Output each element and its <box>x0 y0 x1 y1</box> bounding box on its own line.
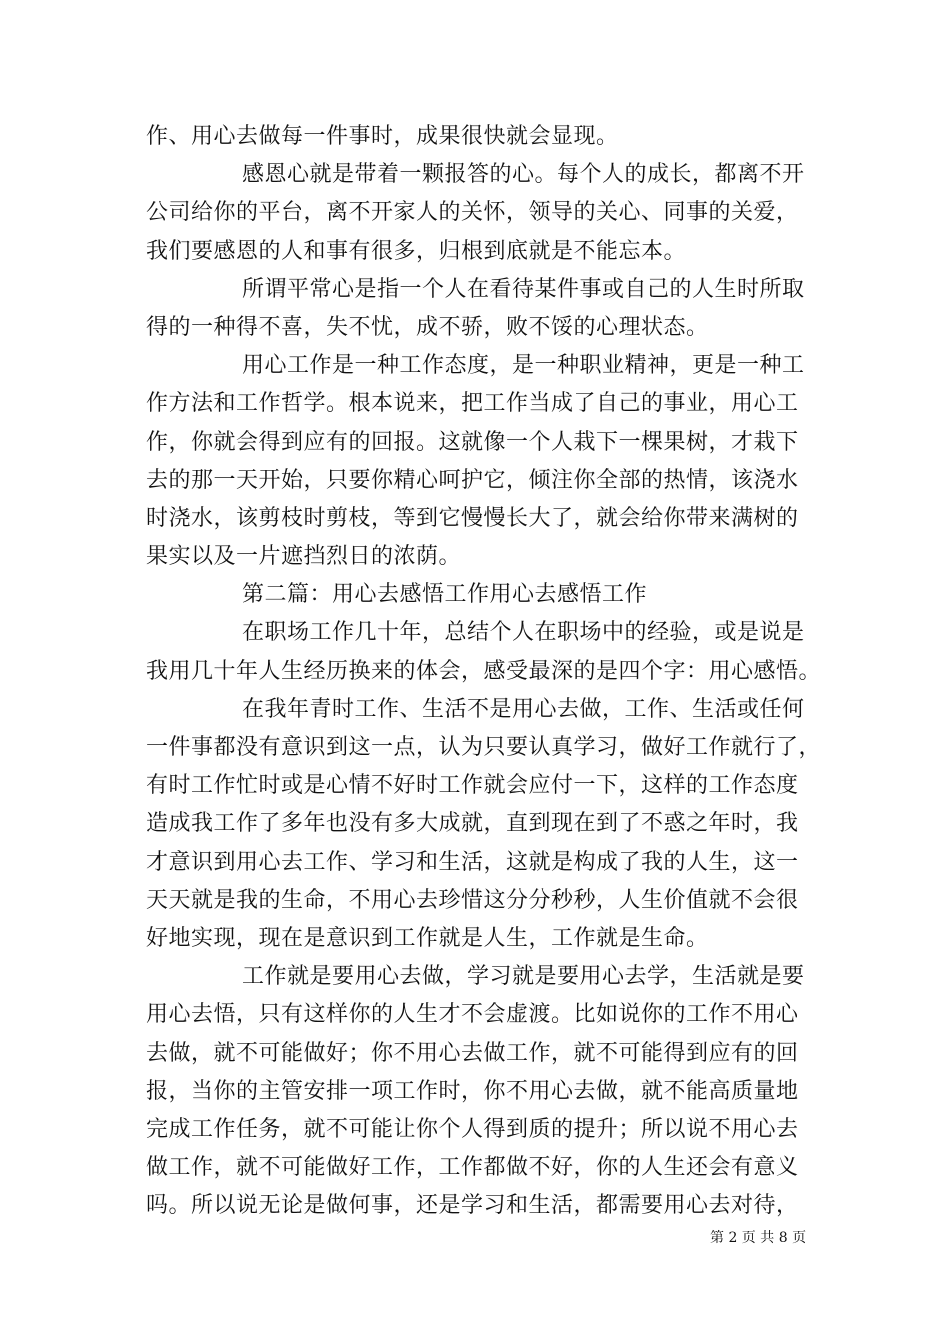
text-line: 得的一种得不喜，失不忧，成不骄，败不馁的心理状态。 <box>146 314 709 340</box>
text-line: 第二篇：用心去感悟工作用心去感悟工作 <box>242 582 648 608</box>
text-line: 天天就是我的生命，不用心去珍惜这分分秒秒，人生价值就不会很 <box>146 887 799 913</box>
text-line: 作，你就会得到应有的回报。这就像一个人栽下一棵果树，才栽下 <box>146 429 799 455</box>
text-line: 造成我工作了多年也没有多大成就，直到现在到了不惑之年时，我 <box>146 811 799 837</box>
page-number-footer: 第 2 页 共 8 页 <box>710 1230 807 1246</box>
text-line: 在职场工作几十年，总结个人在职场中的经验，或是说是 <box>242 620 805 646</box>
text-line: 工作就是要用心去做，学习就是要用心去学，生活就是要 <box>242 964 805 990</box>
text-line: 好地实现，现在是意识到工作就是人生，工作就是生命。 <box>146 925 709 951</box>
text-line: 完成工作任务，就不可能让你个人得到质的提升；所以说不用心去 <box>146 1116 799 1142</box>
text-line: 我们要感恩的人和事有很多，归根到底就是不能忘本。 <box>146 238 687 264</box>
text-line: 感恩心就是带着一颗报答的心。每个人的成长，都离不开 <box>242 162 805 188</box>
text-line: 作、用心去做每一件事时，成果很快就会显现。 <box>146 124 619 149</box>
text-line: 作方法和工作哲学。根本说来，把工作当成了自己的事业，用心工 <box>146 391 799 417</box>
text-line: 用心工作是一种工作态度，是一种职业精神，更是一种工 <box>242 353 805 379</box>
text-line: 在我年青时工作、生活不是用心去做，工作、生活或任何 <box>242 696 805 722</box>
text-line: 时浇水，该剪枝时剪枝，等到它慢慢长大了，就会给你带来满树的 <box>146 505 799 531</box>
text-line: 用心去悟，只有这样你的人生才不会虚渡。比如说你的工作不用心 <box>146 1002 799 1028</box>
text-line: 我用几十年人生经历换来的体会，感受最深的是四个字：用心感悟。 <box>146 658 822 684</box>
text-line: 做工作，就不可能做好工作，工作都做不好，你的人生还会有意义 <box>146 1155 799 1181</box>
text-line: 一件事都没有意识到这一点，认为只要认真学习，做好工作就行了， <box>146 735 822 760</box>
text-line: 果实以及一片遮挡烈日的浓荫。 <box>146 544 462 570</box>
text-line: 去的那一天开始，只要你精心呵护它，倾注你全部的热情，该浇水 <box>146 467 799 493</box>
text-line: 才意识到用心去工作、学习和生活，这就是构成了我的人生，这一 <box>146 849 799 875</box>
text-line: 所谓平常心是指一个人在看待某件事或自己的人生时所取 <box>242 276 805 302</box>
text-line: 公司给你的平台，离不开家人的关怀，领导的关心、同事的关爱， <box>146 200 799 226</box>
document-body <box>146 118 822 1225</box>
text-line: 报，当你的主管安排一项工作时，你不用心去做，就不能高质量地 <box>146 1078 799 1104</box>
text-line: 去做，就不可能做好；你不用心去做工作，就不可能得到应有的回 <box>146 1040 799 1066</box>
text-line: 吗。所以说无论是做何事，还是学习和生活，都需要用心去对待， <box>146 1193 799 1219</box>
text-line: 有时工作忙时或是心情不好时工作就会应付一下，这样的工作态度 <box>146 773 799 799</box>
